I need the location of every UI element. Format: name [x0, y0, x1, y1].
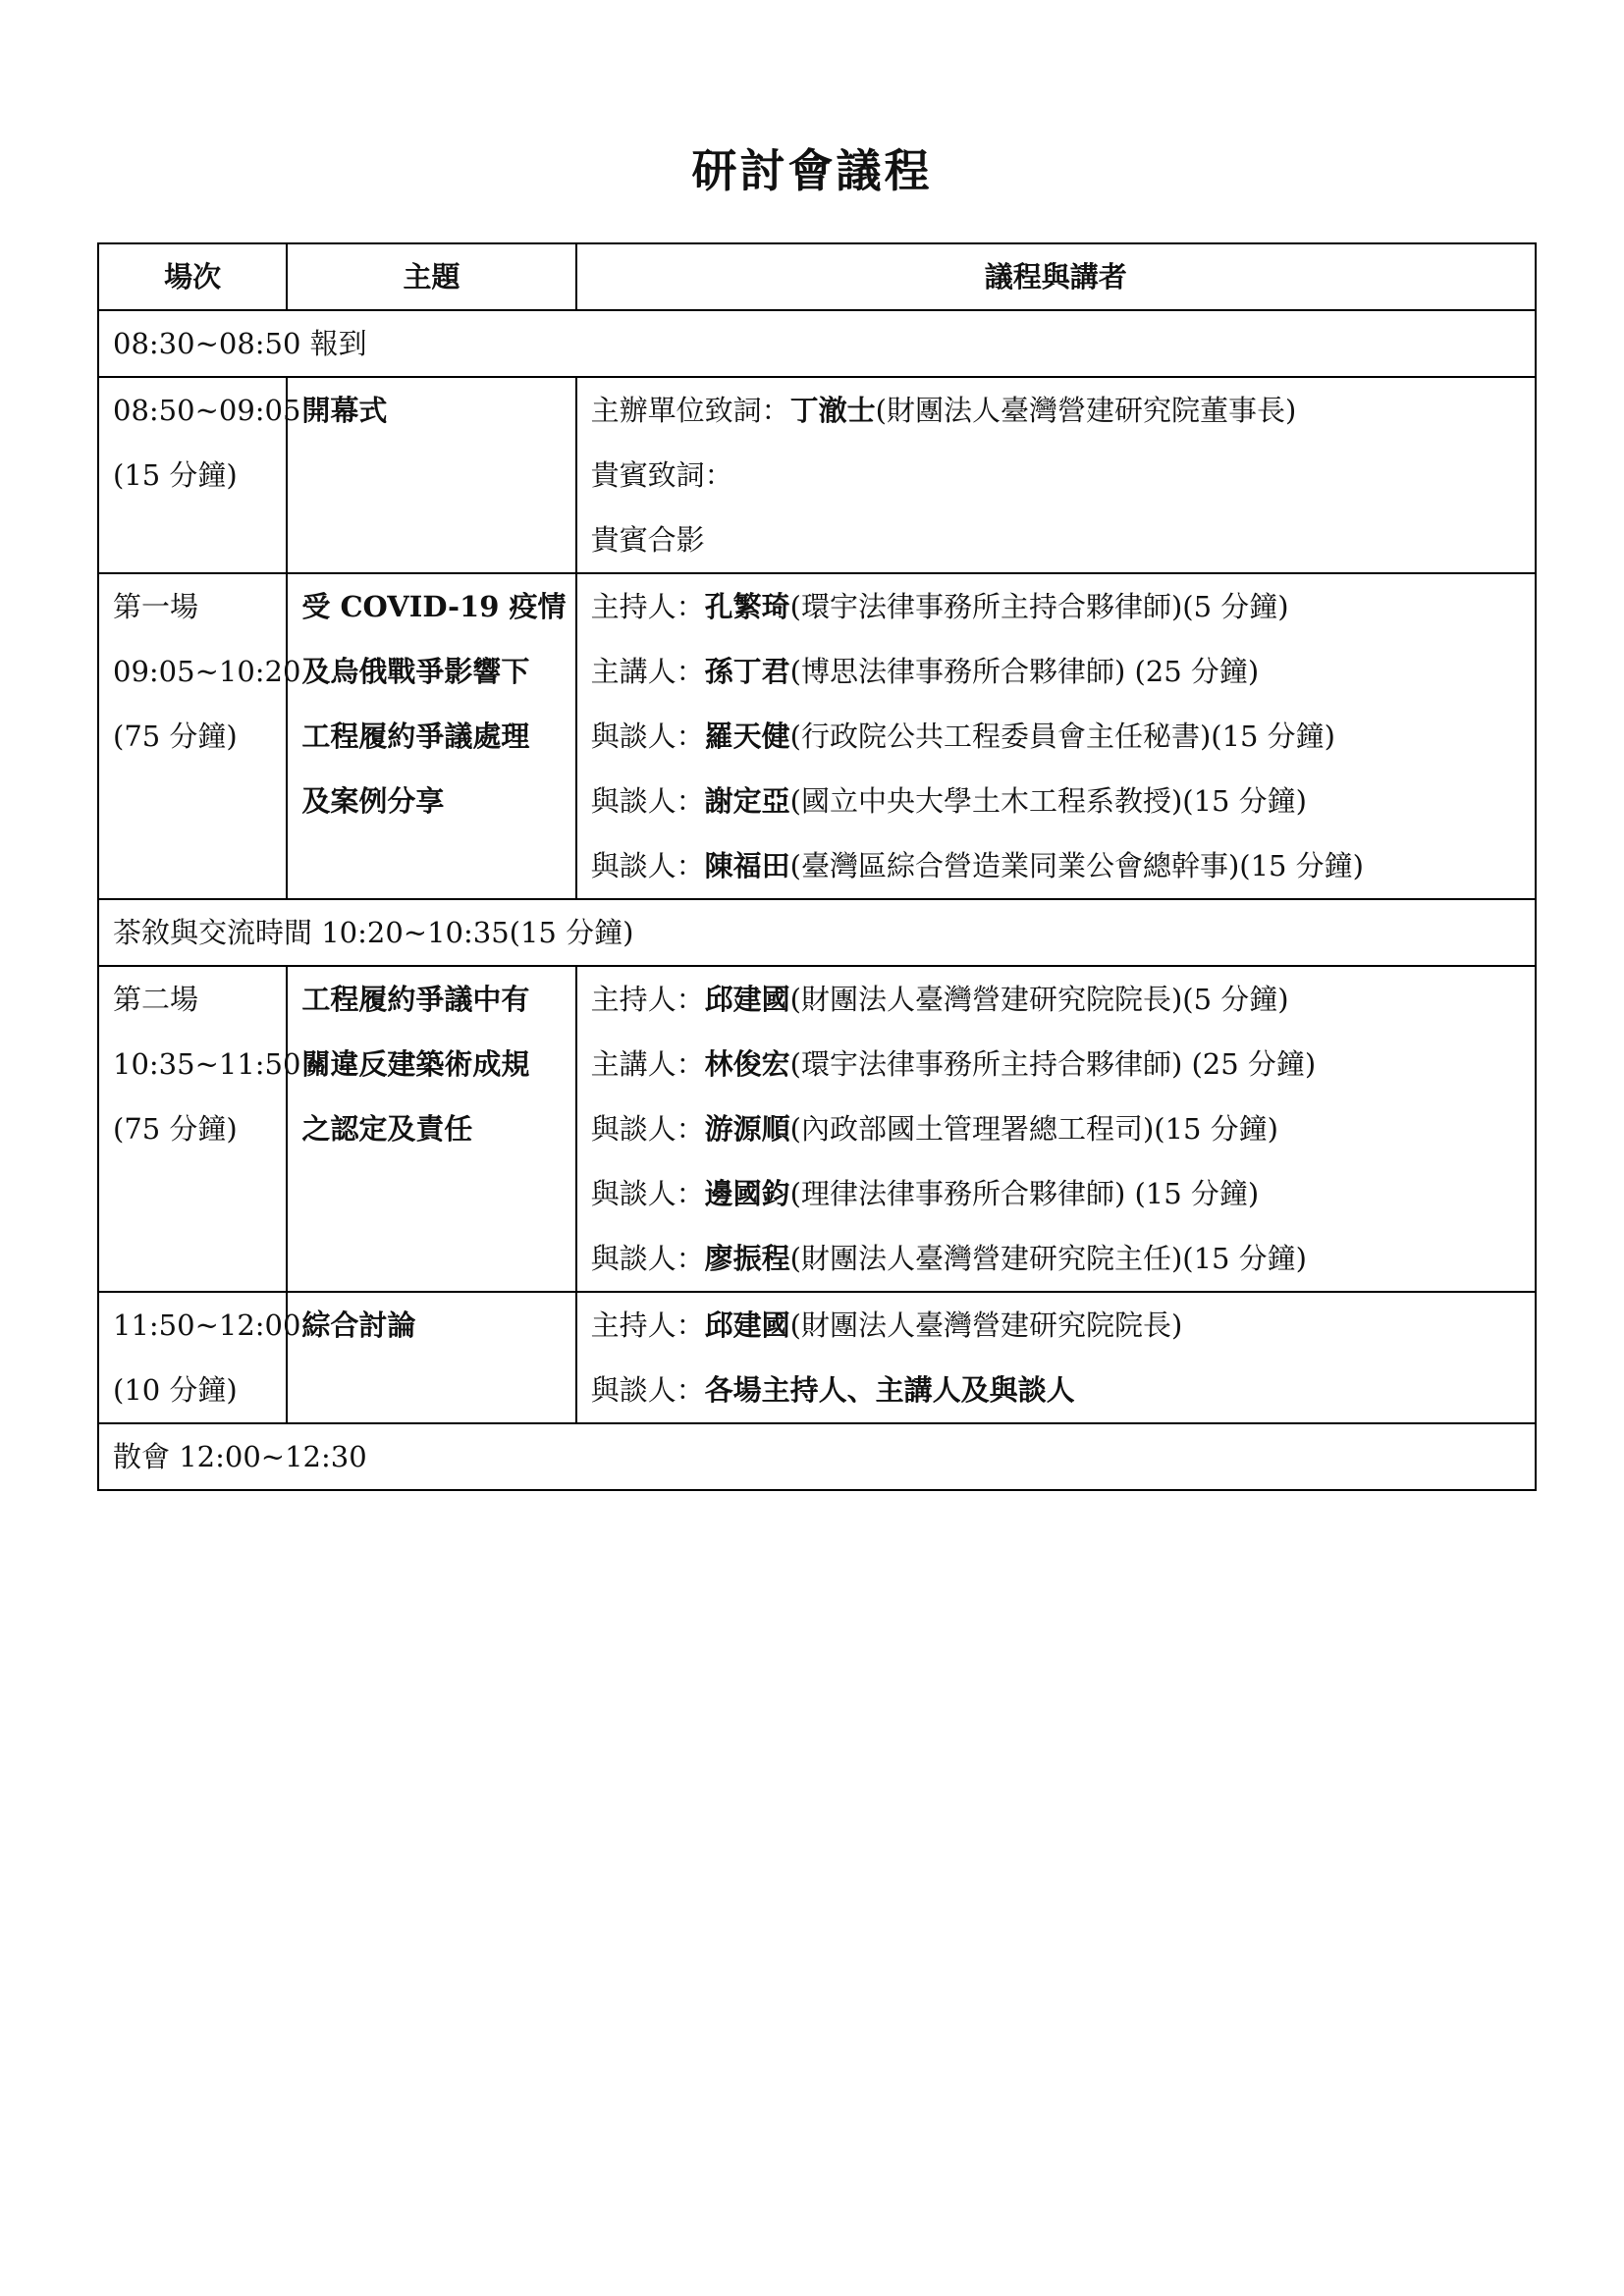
speaker-name: 孔繁琦 [704, 590, 790, 623]
closing-text: 散會 12:00~12:30 [98, 1423, 1536, 1490]
speaker-affiliation: (環宇法律事務所主持合夥律師) (25 分鐘) [789, 1047, 1317, 1081]
speaker-name: 各場主持人、主講人及與談人 [704, 1373, 1075, 1407]
session2-topic-line: 工程履約爭議中有 [301, 983, 530, 1016]
speaker-entry [591, 1161, 1521, 1226]
opening-agenda-cell [576, 377, 1536, 573]
opening-item-role: 貴賓合影 [590, 523, 705, 557]
opening-row [98, 377, 1536, 573]
speaker-affiliation: (環宇法律事務所主持合夥律師)(5 分鐘) [789, 590, 1289, 623]
opening-item [591, 378, 1521, 443]
closing-row [98, 1423, 1536, 1490]
speaker-name: 謝定亞 [704, 784, 790, 818]
discussion-time: 11:50~12:00 [113, 1308, 301, 1342]
speaker-role: 與談人： [590, 1242, 705, 1275]
session2-agenda-cell [576, 966, 1536, 1292]
session1-label: 第一場 [113, 590, 199, 623]
opening-session-cell [98, 377, 301, 573]
speaker-role: 與談人： [590, 1373, 705, 1407]
speaker-role: 與談人： [590, 784, 705, 818]
speaker-entry [591, 833, 1521, 898]
speaker-role: 與談人： [590, 1177, 705, 1210]
document-title: 研討會議程 [691, 144, 933, 197]
discussion-row [98, 1292, 1536, 1423]
speaker-role: 主持人： [590, 983, 705, 1016]
speaker-name: 陳福田 [704, 849, 790, 882]
opening-topic: 開幕式 [301, 394, 388, 427]
speaker-entry [591, 769, 1521, 833]
tea-break-text: 茶敘與交流時間 10:20~10:35(15 分鐘) [98, 899, 1536, 966]
speaker-name: 廖振程 [704, 1242, 790, 1275]
speaker-affiliation: (博思法律事務所合夥律師) (25 分鐘) [789, 655, 1260, 688]
speaker-role: 主持人： [590, 590, 705, 623]
speaker-role: 主持人： [590, 1308, 705, 1342]
session1-time: 09:05~10:20 [113, 655, 301, 688]
opening-duration: (15 分鐘) [113, 458, 238, 492]
speaker-entry [591, 1358, 1521, 1422]
session1-agenda-cell [576, 573, 1536, 899]
opening-item-name: 丁澈士 [789, 394, 876, 427]
session2-duration: (75 分鐘) [113, 1112, 238, 1146]
speaker-affiliation: (財團法人臺灣營建研究院院長)(5 分鐘) [789, 983, 1289, 1016]
session1-session-cell [98, 573, 301, 899]
session2-topic-cell [287, 966, 575, 1292]
speaker-role: 主講人： [590, 1047, 705, 1081]
session2-topic-line: 關違反建築術成規 [301, 1047, 530, 1081]
speaker-entry [591, 574, 1521, 639]
speaker-entry [591, 704, 1521, 769]
speaker-role: 主講人： [590, 655, 705, 688]
speaker-affiliation: (財團法人臺灣營建研究院院長) [789, 1308, 1183, 1342]
discussion-agenda-cell [576, 1292, 1536, 1423]
speaker-entry [591, 1226, 1521, 1291]
agenda-table [97, 242, 1537, 1491]
session1-duration: (75 分鐘) [113, 720, 238, 753]
discussion-topic: 綜合討論 [301, 1308, 416, 1342]
speaker-name: 邱建國 [704, 983, 790, 1016]
speaker-name: 孫丁君 [704, 655, 790, 688]
speaker-role: 與談人： [590, 1112, 705, 1146]
speaker-affiliation: (國立中央大學土木工程系教授)(15 分鐘) [789, 784, 1308, 818]
header-topic: 主題 [287, 243, 575, 310]
header-agenda: 議程與講者 [576, 243, 1536, 310]
speaker-name: 游源順 [704, 1112, 790, 1146]
session1-topic-line: 及案例分享 [301, 784, 445, 818]
speaker-role: 與談人： [590, 720, 705, 753]
registration-row [98, 310, 1536, 377]
speaker-entry [591, 1293, 1521, 1358]
session2-row [98, 966, 1536, 1292]
speaker-affiliation: (行政院公共工程委員會主任秘書)(15 分鐘) [789, 720, 1336, 753]
speaker-name: 林俊宏 [704, 1047, 790, 1081]
session1-topic-line: 工程履約爭議處理 [301, 720, 530, 753]
discussion-topic-cell [287, 1292, 575, 1423]
opening-item-affiliation: (財團法人臺灣營建研究院董事長) [875, 394, 1297, 427]
opening-item [591, 507, 1521, 572]
opening-topic-cell [287, 377, 575, 573]
opening-time: 08:50~09:05 [113, 394, 301, 427]
session2-label: 第二場 [113, 983, 199, 1016]
speaker-entry [591, 639, 1521, 704]
discussion-duration: (10 分鐘) [113, 1373, 238, 1407]
speaker-name: 羅天健 [704, 720, 790, 753]
speaker-affiliation: (內政部國土管理署總工程司)(15 分鐘) [789, 1112, 1279, 1146]
speaker-affiliation: (財團法人臺灣營建研究院主任)(15 分鐘) [789, 1242, 1308, 1275]
session2-session-cell [98, 966, 301, 1292]
speaker-affiliation: (臺灣區綜合營造業同業公會總幹事)(15 分鐘) [789, 849, 1365, 882]
session2-time: 10:35~11:50 [113, 1047, 301, 1081]
table-header-row [98, 243, 1536, 310]
session1-row [98, 573, 1536, 899]
session1-topic-line: 受 COVID-19 疫情 [301, 590, 567, 623]
opening-item-role: 主辦單位致詞： [590, 394, 790, 427]
speaker-entry [591, 1032, 1521, 1096]
discussion-session-cell [98, 1292, 301, 1423]
session1-topic-line: 及烏俄戰爭影響下 [301, 655, 530, 688]
header-session: 場次 [98, 243, 287, 310]
registration-text: 08:30~08:50 報到 [98, 310, 1536, 377]
speaker-affiliation: (理律法律事務所合夥律師) (15 分鐘) [789, 1177, 1260, 1210]
session2-topic-line: 之認定及責任 [301, 1112, 473, 1146]
opening-item [591, 443, 1521, 507]
speaker-entry [591, 1096, 1521, 1161]
speaker-entry [591, 967, 1521, 1032]
speaker-role: 與談人： [590, 849, 705, 882]
speaker-name: 邊國鈞 [704, 1177, 790, 1210]
tea-break-row [98, 899, 1536, 966]
opening-item-role: 貴賓致詞： [590, 458, 733, 492]
speaker-name: 邱建國 [704, 1308, 790, 1342]
session1-topic-cell [287, 573, 575, 899]
